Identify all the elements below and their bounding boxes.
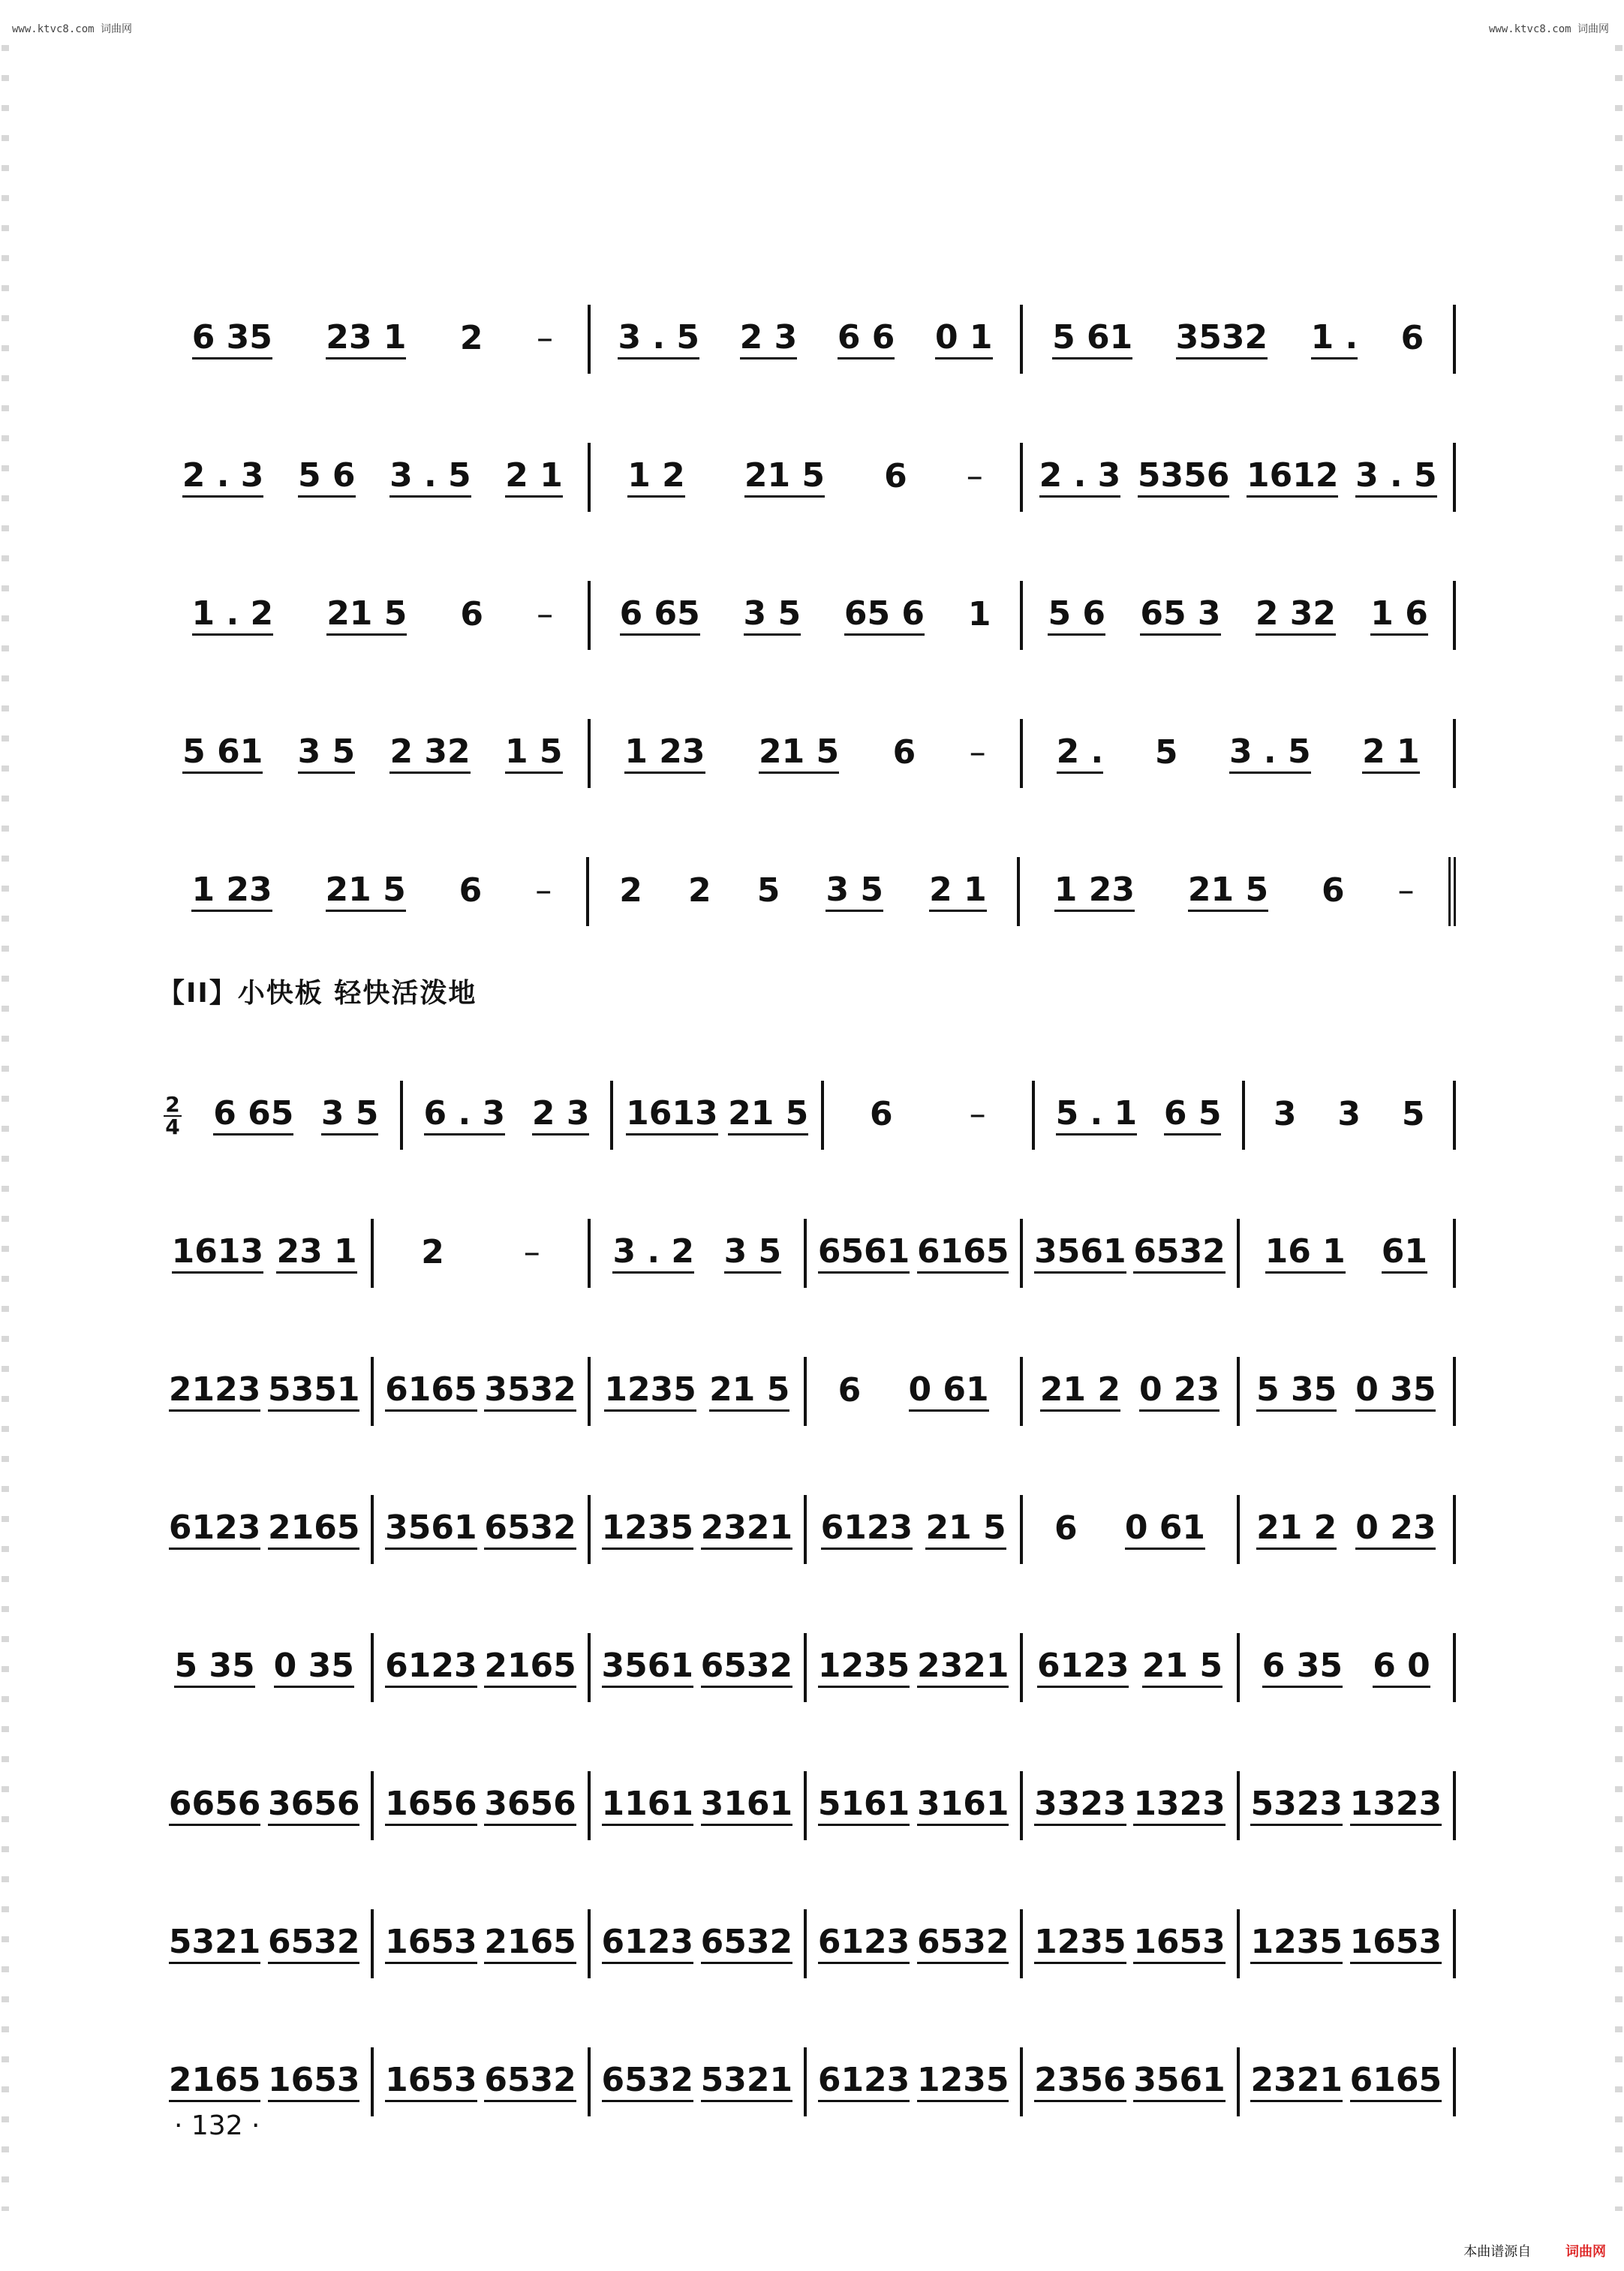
measure xyxy=(1240,1633,1456,1702)
note-group: 21 5 xyxy=(925,1510,1006,1550)
measure xyxy=(807,1357,1023,1426)
measure xyxy=(1240,1219,1456,1288)
measures xyxy=(158,857,1456,946)
measure xyxy=(158,1495,374,1564)
note-group: 1235 xyxy=(602,1510,693,1550)
footer-brand: 词曲网 xyxy=(1565,2244,1606,2260)
note-group: 6123 xyxy=(385,1648,477,1688)
measure xyxy=(591,1357,807,1426)
measure xyxy=(192,1081,403,1150)
measures xyxy=(158,1771,1456,1860)
note-group: 1161 xyxy=(602,1786,693,1826)
measure xyxy=(1023,719,1456,788)
note-group: 5 6 xyxy=(1048,596,1105,636)
note-group: 5321 xyxy=(169,1924,260,1964)
note-group: 3 . 5 xyxy=(1355,458,1437,498)
measure xyxy=(807,1909,1023,1978)
note-group: 6 . 3 xyxy=(424,1096,506,1136)
note-group: 3 . 5 xyxy=(618,320,699,359)
note-group: 2 . 3 xyxy=(1039,458,1121,498)
note-group: 5 xyxy=(1401,1095,1425,1133)
measures xyxy=(158,2047,1456,2136)
note-group: 3 . 5 xyxy=(389,458,471,498)
note-group: 1 . xyxy=(1311,320,1358,359)
note-group: 6123 xyxy=(169,1510,260,1550)
measure xyxy=(591,719,1024,788)
measure xyxy=(1020,857,1456,926)
note-group: 6123 xyxy=(602,1924,693,1964)
measures xyxy=(158,305,1456,393)
measure xyxy=(158,1909,374,1978)
note-group: 21 5 xyxy=(728,1096,808,1136)
note-group: 1653 xyxy=(385,1924,477,1964)
measure xyxy=(374,1495,590,1564)
note-group: 21 5 xyxy=(326,596,407,636)
measure xyxy=(1240,1909,1456,1978)
measure xyxy=(1240,1495,1456,1564)
note-group: 0 23 xyxy=(1139,1372,1220,1412)
score-line xyxy=(158,669,1456,808)
note-group: 2356 xyxy=(1034,2062,1126,2102)
note-group: 0 23 xyxy=(1355,1510,1436,1550)
note-group: 0 35 xyxy=(1355,1372,1436,1412)
note-group: 1235 xyxy=(604,1372,696,1412)
score-line xyxy=(158,255,1456,393)
note-group: 6561 xyxy=(818,1234,910,1274)
note-group: 2 1 xyxy=(929,872,987,912)
measures xyxy=(158,1495,1456,1584)
note-group: 1653 xyxy=(1350,1924,1442,1964)
note-group: 3 5 xyxy=(298,734,356,774)
footer xyxy=(1463,2241,1606,2260)
score-line xyxy=(158,1722,1456,1860)
measure xyxy=(158,1633,374,1702)
note-group: 3 5 xyxy=(724,1234,782,1274)
measures xyxy=(158,1633,1456,1722)
note-group: 2 . 3 xyxy=(182,458,264,498)
note-group: 0 61 xyxy=(1125,1510,1205,1550)
note-group: 5 61 xyxy=(1052,320,1132,359)
note-group: 6 35 xyxy=(1262,1648,1343,1688)
note-group: 6 35 xyxy=(192,320,272,359)
measure xyxy=(374,1219,590,1288)
note-group: 6 xyxy=(1321,871,1345,910)
measure xyxy=(1035,1081,1246,1150)
sustain-dash: – xyxy=(966,457,983,495)
note-group: 2 xyxy=(619,871,642,910)
note-group: 2 . xyxy=(1057,734,1104,774)
score-line xyxy=(158,1031,1456,1169)
measure xyxy=(374,1909,590,1978)
note-group: 1235 xyxy=(1250,1924,1342,1964)
measure xyxy=(158,2047,374,2116)
note-group: 6165 xyxy=(1350,2062,1442,2102)
note-group: 3532 xyxy=(484,1372,576,1412)
note-group: 2 32 xyxy=(1256,596,1336,636)
note-group: 1613 xyxy=(172,1234,263,1274)
note-group: 6 xyxy=(870,1095,893,1133)
measure xyxy=(591,305,1024,374)
note-group: 3 xyxy=(1273,1095,1297,1133)
note-group: 3 . 2 xyxy=(612,1234,694,1274)
section-title: 【II】小快板 轻快活泼地 xyxy=(158,978,477,1009)
note-group: 3656 xyxy=(484,1786,576,1826)
note-group: 2165 xyxy=(484,1648,576,1688)
note-group: 5321 xyxy=(701,2062,792,2102)
note-group: 5 . 1 xyxy=(1056,1096,1138,1136)
score-line xyxy=(158,1584,1456,1722)
note-group: 6 xyxy=(459,871,483,910)
note-group: 1 23 xyxy=(191,872,272,912)
measures xyxy=(158,443,1456,531)
note-group: 2 xyxy=(687,871,711,910)
note-group: 6 65 xyxy=(213,1096,293,1136)
note-group: 6165 xyxy=(385,1372,477,1412)
note-group: 3561 xyxy=(602,1648,693,1688)
note-group: 3656 xyxy=(268,1786,359,1826)
note-group: 21 5 xyxy=(1188,872,1268,912)
measures xyxy=(158,719,1456,808)
measure xyxy=(158,857,589,926)
note-group: 2123 xyxy=(169,1372,260,1412)
measure xyxy=(1023,443,1456,512)
note-group: 2 3 xyxy=(740,320,798,359)
measure xyxy=(591,1633,807,1702)
note-group: 2321 xyxy=(701,1510,792,1550)
note-group: 6532 xyxy=(1133,1234,1225,1274)
note-group: 61 xyxy=(1382,1234,1427,1274)
note-group: 65 3 xyxy=(1140,596,1220,636)
note-group: 5 xyxy=(756,871,780,910)
note-group: 1653 xyxy=(268,2062,359,2102)
note-group: 2 32 xyxy=(389,734,470,774)
measure xyxy=(589,857,1021,926)
note-group: 23 1 xyxy=(276,1234,356,1274)
note-group: 6532 xyxy=(701,1648,792,1688)
note-group: 3561 xyxy=(385,1510,477,1550)
measure xyxy=(591,443,1024,512)
note-group: 21 2 xyxy=(1256,1510,1337,1550)
note-group: 0 1 xyxy=(935,320,993,359)
note-group: 2321 xyxy=(917,1648,1009,1688)
note-group: 1323 xyxy=(1350,1786,1442,1826)
note-group: 1 xyxy=(967,595,991,633)
measure xyxy=(613,1081,824,1150)
measure xyxy=(1023,305,1456,374)
note-group: 5 61 xyxy=(182,734,263,774)
measure xyxy=(1023,1909,1239,1978)
score-line xyxy=(158,1169,1456,1307)
note-group: 2 3 xyxy=(532,1096,590,1136)
page-edge-decoration-left xyxy=(2,45,9,2211)
note-group: 1 23 xyxy=(624,734,705,774)
note-group: 1 6 xyxy=(1370,596,1428,636)
measure xyxy=(591,1771,807,1840)
note-group: 1653 xyxy=(385,2062,477,2102)
note-group: 21 5 xyxy=(709,1372,789,1412)
note-group: 1613 xyxy=(626,1096,717,1136)
note-group: 6 0 xyxy=(1373,1648,1430,1688)
measures xyxy=(158,581,1456,669)
note-group: 1 5 xyxy=(505,734,563,774)
measure xyxy=(1023,581,1456,650)
note-group: 23 1 xyxy=(326,320,406,359)
note-group: 6 xyxy=(884,457,907,495)
note-group: 21 2 xyxy=(1040,1372,1120,1412)
measure xyxy=(374,1771,590,1840)
note-group: 6 xyxy=(1400,319,1424,357)
note-group: 5323 xyxy=(1250,1786,1342,1826)
measure xyxy=(403,1081,614,1150)
measure xyxy=(374,2047,590,2116)
measure xyxy=(591,1219,807,1288)
note-group: 21 5 xyxy=(326,872,406,912)
score-line xyxy=(158,393,1456,531)
measure xyxy=(374,1633,590,1702)
time-signature xyxy=(158,1094,188,1169)
score-line xyxy=(158,531,1456,669)
sustain-dash: – xyxy=(536,319,553,357)
measure xyxy=(591,581,1024,650)
measure xyxy=(824,1081,1035,1150)
sustain-dash: – xyxy=(1397,871,1415,910)
note-group: 65 6 xyxy=(844,596,925,636)
page-number: · 132 · xyxy=(174,2110,260,2141)
note-group: 1612 xyxy=(1247,458,1338,498)
note-group: 1653 xyxy=(1133,1924,1225,1964)
note-group: 5 xyxy=(1154,733,1178,772)
note-group: 3 5 xyxy=(826,872,883,912)
note-group: 1235 xyxy=(1034,1924,1126,1964)
measure xyxy=(1023,1633,1239,1702)
measure xyxy=(158,719,591,788)
note-group: 2 xyxy=(459,319,483,357)
measure xyxy=(158,443,591,512)
measure xyxy=(807,1495,1023,1564)
measure xyxy=(158,1771,374,1840)
note-group: 3161 xyxy=(701,1786,792,1826)
note-group: 1 2 xyxy=(627,458,685,498)
measures xyxy=(192,1081,1456,1169)
note-group: 6 6 xyxy=(838,320,895,359)
measure xyxy=(591,1495,807,1564)
sustain-dash: – xyxy=(537,595,554,633)
measure xyxy=(158,305,591,374)
measure xyxy=(158,1357,374,1426)
sustain-dash: – xyxy=(523,1233,540,1271)
note-group: 2165 xyxy=(268,1510,359,1550)
score-sheet xyxy=(158,255,1456,2136)
note-group: 5356 xyxy=(1138,458,1229,498)
measures xyxy=(158,1219,1456,1307)
note-group: 6165 xyxy=(917,1234,1009,1274)
site-watermark-right: www.ktvc8.com 词曲网 xyxy=(1488,23,1609,35)
note-group: 5 35 xyxy=(174,1648,254,1688)
score-line xyxy=(158,1998,1456,2136)
measures xyxy=(158,1357,1456,1445)
page-edge-decoration-right xyxy=(1615,45,1622,2211)
note-group: 6532 xyxy=(268,1924,359,1964)
time-signature-bottom: 4 xyxy=(165,1114,180,1139)
measure xyxy=(158,1219,374,1288)
measure xyxy=(1245,1081,1456,1150)
note-group: 0 35 xyxy=(274,1648,354,1688)
measure xyxy=(374,1357,590,1426)
measure xyxy=(1023,1495,1239,1564)
note-group: 6532 xyxy=(917,1924,1009,1964)
measure xyxy=(807,1219,1023,1288)
note-group: 6 xyxy=(892,733,916,772)
score-line xyxy=(158,1307,1456,1445)
measure xyxy=(1023,2047,1239,2116)
measures xyxy=(158,1909,1456,1998)
note-group: 6532 xyxy=(484,2062,576,2102)
note-group: 2 xyxy=(421,1233,444,1271)
score-line xyxy=(158,1445,1456,1584)
note-group: 5 35 xyxy=(1256,1372,1337,1412)
note-group: 16 1 xyxy=(1265,1234,1346,1274)
measure xyxy=(807,2047,1023,2116)
measure xyxy=(807,1771,1023,1840)
measure xyxy=(591,2047,807,2116)
note-group: 6656 xyxy=(169,1786,260,1826)
sustain-dash: – xyxy=(535,871,552,910)
note-group: 5161 xyxy=(818,1786,910,1826)
score-line xyxy=(158,808,1456,946)
time-signature-top: 2 xyxy=(165,1092,180,1117)
note-group: 5 6 xyxy=(298,458,356,498)
measure xyxy=(1240,1771,1456,1840)
sustain-dash: – xyxy=(969,733,986,772)
measure xyxy=(591,1909,807,1978)
note-group: 3323 xyxy=(1034,1786,1126,1826)
note-group: 6123 xyxy=(818,1924,910,1964)
note-group: 6 xyxy=(460,595,484,633)
measure xyxy=(158,581,591,650)
sustain-dash: – xyxy=(969,1095,986,1133)
note-group: 1235 xyxy=(917,2062,1009,2102)
note-group: 6 5 xyxy=(1164,1096,1222,1136)
note-group: 3 xyxy=(1337,1095,1361,1133)
measure xyxy=(1023,1357,1239,1426)
measure xyxy=(1023,1219,1239,1288)
note-group: 3 5 xyxy=(744,596,801,636)
note-group: 1235 xyxy=(818,1648,910,1688)
note-group: 2 1 xyxy=(505,458,563,498)
measure xyxy=(1240,2047,1456,2116)
note-group: 6 xyxy=(1054,1509,1078,1548)
score-line xyxy=(158,1860,1456,1998)
note-group: 6123 xyxy=(1037,1648,1129,1688)
note-group: 6123 xyxy=(818,2062,910,2102)
note-group: 6532 xyxy=(602,2062,693,2102)
footer-source: 本曲谱源自 xyxy=(1463,2244,1532,2260)
note-group: 2165 xyxy=(484,1924,576,1964)
note-group: 21 5 xyxy=(744,458,825,498)
note-group: 6 65 xyxy=(620,596,700,636)
note-group: 3561 xyxy=(1034,1234,1126,1274)
note-group: 1656 xyxy=(385,1786,477,1826)
note-group: 6 xyxy=(838,1371,862,1409)
site-watermark-left: www.ktvc8.com 词曲网 xyxy=(12,23,133,35)
note-group: 21 5 xyxy=(759,734,839,774)
measure xyxy=(1240,1357,1456,1426)
note-group: 5351 xyxy=(268,1372,359,1412)
note-group: 3 5 xyxy=(321,1096,379,1136)
note-group: 1 . 2 xyxy=(192,596,274,636)
note-group: 1 23 xyxy=(1054,872,1135,912)
note-group: 6532 xyxy=(484,1510,576,1550)
note-group: 1323 xyxy=(1133,1786,1225,1826)
note-group: 21 5 xyxy=(1142,1648,1223,1688)
measure xyxy=(807,1633,1023,1702)
note-group: 3161 xyxy=(917,1786,1009,1826)
note-group: 3 . 5 xyxy=(1229,734,1311,774)
measure xyxy=(1023,1771,1239,1840)
note-group: 2321 xyxy=(1250,2062,1342,2102)
note-group: 6532 xyxy=(701,1924,792,1964)
note-group: 2 1 xyxy=(1362,734,1420,774)
note-group: 3561 xyxy=(1133,2062,1225,2102)
note-group: 0 61 xyxy=(909,1372,989,1412)
note-group: 2165 xyxy=(169,2062,260,2102)
note-group: 3532 xyxy=(1176,320,1268,359)
note-group: 6123 xyxy=(821,1510,913,1550)
